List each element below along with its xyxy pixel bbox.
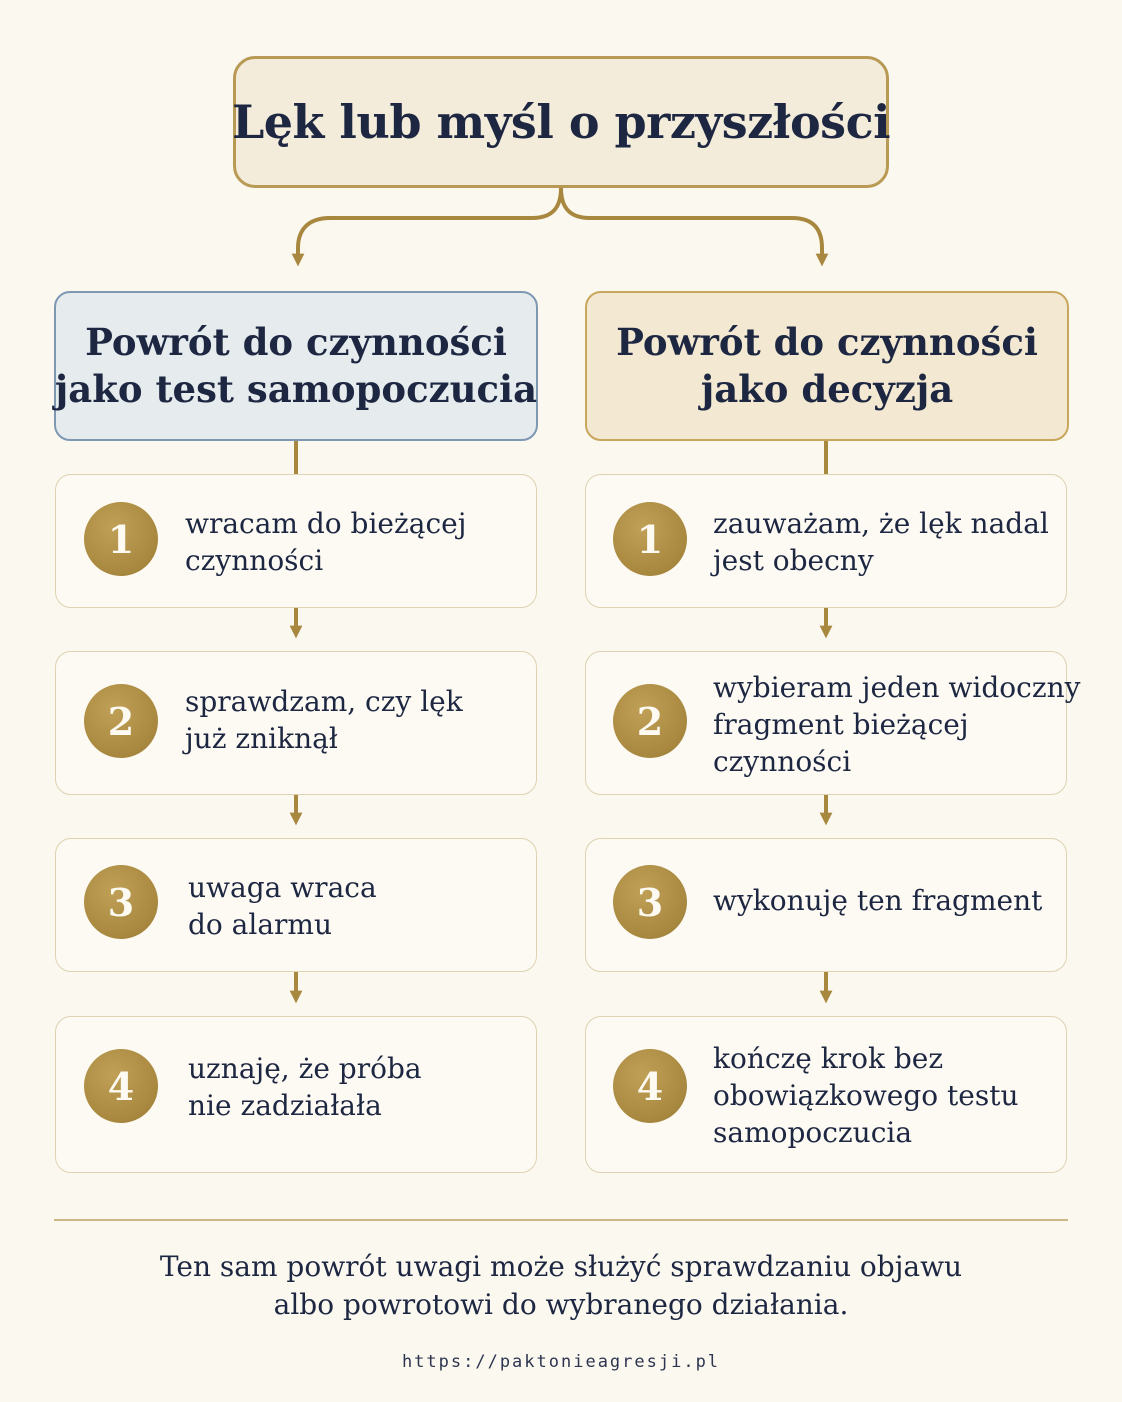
source-url: https://paktonieagresji.pl (401, 1352, 721, 1372)
footer-divider (54, 1219, 1068, 1221)
right-step-1-text: zauważam, że lęk nadal jest obecny (713, 507, 1049, 577)
step-number-badge: 4 (613, 1049, 687, 1123)
right-step-3 (585, 838, 1067, 972)
right-step-2 (585, 651, 1081, 795)
left-step-4-text: uznaję, że próba nie zadziałała (188, 1052, 422, 1122)
split-arrow-left (298, 188, 561, 260)
step-number-badge: 2 (613, 684, 687, 758)
page-title: Lęk lub myśl o przyszłości (231, 95, 891, 149)
left-step-4 (55, 1016, 537, 1173)
right-step-1 (585, 474, 1067, 608)
step-number-badge: 3 (84, 865, 158, 939)
step-number-badge: 1 (84, 502, 158, 576)
left-heading-line-1: Powrót do czynności (85, 320, 507, 364)
right-step-2-text: wybieram jeden widoczny fragment bieżącej czynności (713, 671, 1081, 778)
left-step-2 (55, 651, 537, 795)
step-number-badge: 4 (84, 1049, 158, 1123)
step-number-badge: 2 (84, 684, 158, 758)
left-step-3 (55, 838, 537, 972)
step-number-badge: 1 (613, 502, 687, 576)
left-step-1-text: wracam do bieżącej czynności (185, 507, 467, 577)
left-step-1 (55, 474, 537, 608)
left-step-3-text: uwaga wraca do alarmu (188, 871, 377, 941)
right-heading-line-1: Powrót do czynności (616, 320, 1038, 364)
right-column-heading (585, 291, 1069, 441)
split-arrow-right (561, 188, 822, 260)
right-step-4-text: kończę krok bez obowiązkowego testu samopoczucia (713, 1042, 1019, 1149)
left-heading-line-2: jako test samopoczucia (54, 367, 538, 411)
title-box (233, 56, 889, 188)
right-heading-line-2: jako decyzja (700, 367, 954, 411)
left-column-heading (54, 291, 538, 441)
right-step-4 (585, 1016, 1067, 1173)
right-step-3-text: wykonuję ten fragment (713, 884, 1043, 917)
left-step-2-text: sprawdzam, czy lęk już zniknął (185, 685, 463, 755)
step-number-badge: 3 (613, 865, 687, 939)
footer-caption: Ten sam powrót uwagi może służyć sprawdzaniu objawu albo powrotowi do wybranego działania. (159, 1250, 963, 1321)
